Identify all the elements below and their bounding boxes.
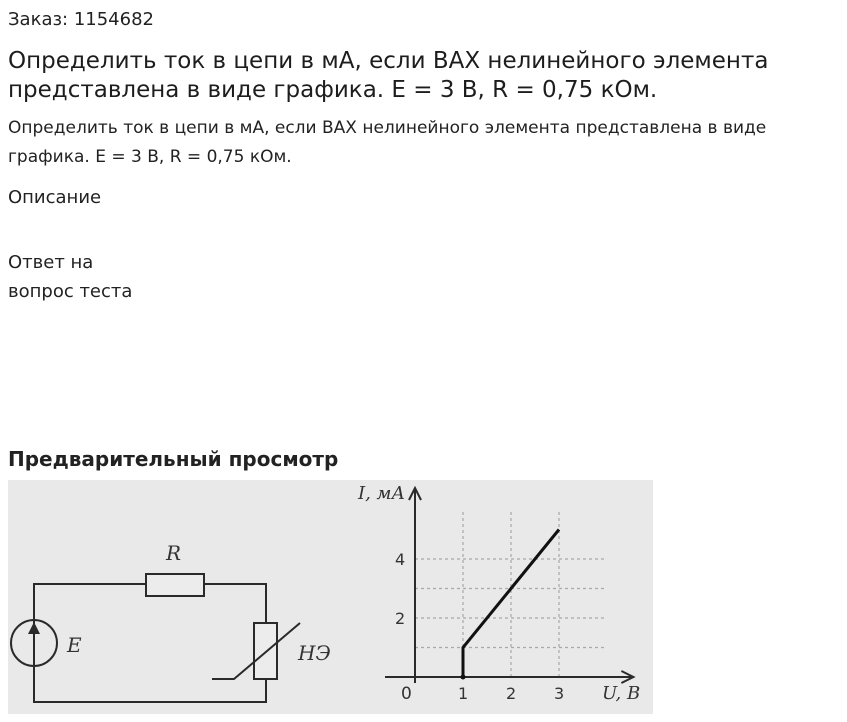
task-description: Определить ток в цепи в мА, если ВАХ нелинейного элемента представлена в виде графика. E = 3 В, R = 0,75 кОм. [8, 118, 767, 167]
y-tick-label: 2 [395, 609, 406, 628]
preview-figure [8, 480, 653, 714]
preview-heading: Предварительный просмотр [8, 447, 339, 471]
origin-label: 0 [401, 684, 412, 704]
x-tick-label: 1 [458, 684, 469, 703]
resistor-label: R [166, 541, 182, 565]
iv-chart [357, 483, 640, 704]
x-tick-label: 2 [506, 684, 517, 703]
task-title: Определить ток в цепи в мА, если ВАХ нелинейного элемента представлена в виде графика. E = 3 В, R = 0,75 кОм. [8, 48, 769, 103]
answer-line-1: Ответ на [8, 252, 94, 273]
figure-canvas [8, 480, 653, 714]
circuit-wire [34, 584, 146, 630]
answer-line-2: вопрос теста [8, 281, 133, 302]
y-axis-label: I, мА [358, 483, 406, 504]
source-label: E [67, 633, 82, 657]
data-point [461, 675, 466, 680]
x-axis-label: U, В [602, 683, 641, 704]
x-tick-label: 3 [554, 684, 565, 703]
answer-label [8, 248, 208, 306]
element-label: НЭ [298, 641, 331, 665]
circuit-wire [34, 666, 266, 702]
circuit-diagram [11, 574, 300, 702]
circuit-wire [204, 584, 266, 623]
resistor-symbol [146, 574, 204, 596]
source-arrow-head [28, 622, 40, 634]
description-heading: Описание [8, 187, 102, 208]
y-tick-label: 4 [395, 550, 406, 569]
order-number: Заказ: 1154682 [8, 9, 154, 30]
